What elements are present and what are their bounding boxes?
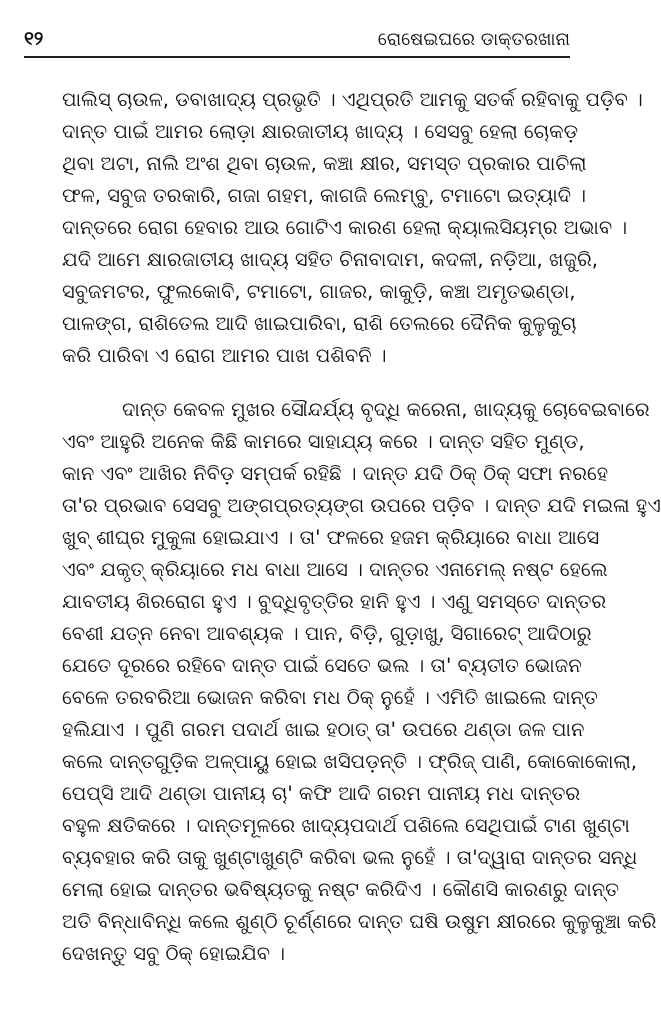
text-line: କାନ ଏବଂ ଆଖିର ନିବିଡ଼ ସମ୍ପର୍କ ରହିଛି । ଦାନ୍ତ ଯଦି ଠିକ୍ ଠିକ୍ ସଫା ନରହେ — [62, 462, 609, 485]
text-line: ଦାନ୍ତରେ ରୋଗ ହେବାର ଆଉ ଗୋଟିଏ କାରଣ ହେଲା କ୍ୟାଲସିୟମ୍‌ର ଅଭାବ । — [62, 216, 628, 239]
text-line: ଯଦି ଆମେ କ୍ଷାରଜାତୀୟ ଖାଦ୍ୟ ସହିତ ଚିନାବାଦାମ, କଦଳୀ, ନଡ଼ିଆ, ଖଜୁରି, — [62, 248, 598, 271]
text-line: ପାଲିସ୍ ଚାଉଳ, ଡବାଖାଦ୍ୟ ପ୍ରଭୃତି । ଏଥିପ୍ରତି ଆମକୁ ସତର୍କ ରହିବାକୁ ପଡ଼ିବ । — [62, 88, 643, 111]
text-line: ବ୍ୟବହାର କରି ତାକୁ ଖୁଣ୍ଟାଖୁଣ୍ଟି କରିବା ଭଲ ନୁହେଁ । ତା'ଦ୍ୱାରା ଦାନ୍ତର ସନ୍ଧି — [62, 846, 638, 869]
text-line: ଦାନ୍ତ କେବଳ ମୁଖର ସୌନ୍ଦର୍ଯ୍ୟ ବୃଦ୍ଧି କରେନା, ଖାଦ୍ୟକୁ ଚୋବେଇବାରେ — [122, 398, 650, 421]
text-line: କରି ପାରିବା ଏ ରୋଗ ଆମର ପାଖ ପଶିବନି । — [62, 344, 387, 367]
text-line: ପାଳଙ୍ଗ, ରାଶିତେଲ ଆଦି ଖାଇପାରିବା, ରାଶି ତେଲରେ ଦୈନିକ କୁଳୁକୁଚା — [62, 312, 577, 335]
paragraph — [62, 394, 661, 970]
paragraph — [62, 84, 643, 372]
body-text — [62, 84, 661, 970]
text-line: ବେଳେ ତରବରିଆ ଭୋଜନ କରିବା ମଧ ଠିକ୍ ନୁହେଁ । ଏମିତି ଖାଇଲେ ଦାନ୍ତ — [62, 686, 598, 709]
text-line: ସବୁଜମଟର, ଫୁଲକୋବି, ଟମାଟୋ, ଗାଜର, କାକୁଡ଼ି, କଞ୍ଚା ଅମୃତଭଣ୍ଡା, — [62, 280, 576, 303]
text-line: ଏବଂ ଯକୃତ୍ କ୍ରିୟାରେ ମଧ ବାଧା ଆସେ । ଦାନ୍ତର ଏନାମେଲ୍ ନଷ୍ଟ ହେଲେ — [62, 558, 608, 581]
text-line: ହଲିଯାଏ । ପୁଣି ଗରମ ପଦାର୍ଥ ଖାଇ ହଠାତ୍ ତା' ଉପରେ ଥଣ୍ଡା ଜଳ ପାନ — [62, 718, 585, 741]
text-line: ପେପ୍ସି ଆଦି ଥଣ୍ଡା ପାନୀୟ ଚା' କଫି ଆଦି ଗରମ ପାନୀୟ ମଧ ଦାନ୍ତର — [62, 782, 581, 805]
text-line: ଫଳ, ସବୁଜ ତରକାରି, ଗଜା ଗହମ, କାଗଜି ଲେମ୍ବୁ, ଟମାଟୋ ଇତ୍ୟାଦି । — [62, 184, 587, 207]
text-line: ଖୁବ୍ ଶୀଘ୍ର ମୁକୁଳା ହୋଇଯାଏ । ତା' ଫଳରେ ହଜମ କ୍ରିୟାରେ ବାଧା ଆସେ — [62, 526, 600, 549]
running-title: ରୋଷେଇଘରେ ଡାକ୍ତରଖାନା — [377, 29, 570, 50]
text-line: ଦେଖନ୍ତୁ ସବୁ ଠିକ୍ ହୋଇଯିବ । — [62, 942, 285, 965]
page-header — [24, 24, 570, 58]
text-line: ଥିବା ଅଟା, ନାଲି ଅଂଶ ଥିବା ଚାଉଳ, କଞ୍ଚା କ୍ଷୀର, ସମସ୍ତ ପ୍ରକାର ପାଚିଲା — [62, 152, 587, 175]
text-line: ଯେତେ ଦୂରରେ ରହିବେ ଦାନ୍ତ ପାଇଁ ସେତେ ଭଲ । ତା' ବ୍ୟତୀତ ଭୋଜନ — [62, 654, 582, 677]
text-line: ମେଲା ହୋଇ ଦାନ୍ତର ଭବିଷ୍ୟତକୁ ନଷ୍ଟ କରିଦିଏ । କୌଣସି କାରଣରୁ ଦାନ୍ତ — [62, 878, 620, 901]
text-line: ତା'ର ପ୍ରଭାବ ସେସବୁ ଅଙ୍ଗପ୍ରତ୍ୟଙ୍ଗ ଉପରେ ପଡ଼ିବ । ଦାନ୍ତ ଯଦି ମଇଳା ହୁଏ — [62, 494, 661, 517]
text-line: ବେଶୀ ଯତ୍ନ ନେବା ଆବଶ୍ୟକ । ପାନ, ବିଡ଼ି, ଗୁଡ଼ାଖୁ, ସିଗାରେଟ୍ ଆଦିଠାରୁ — [62, 622, 592, 645]
text-line: ଯାବତୀୟ ଶିରରୋଗ ହୁଏ । ବୁଦ୍ଧିବୃତ୍ତିର ହାନି ହୁଏ । ଏଣୁ ସମସ୍ତେ ଦାନ୍ତର — [62, 590, 607, 613]
paragraph-gap — [62, 372, 570, 394]
text-line: ବହୁଳ କ୍ଷତିକରେ । ଦାନ୍ତମୂଳରେ ଖାଦ୍ୟପଦାର୍ଥ ପଶିଲେ ସେଥିପାଇଁ ଟାଣ ଖୁଣ୍ଟା — [62, 814, 630, 837]
text-line: ଦାନ୍ତ ପାଇଁ ଆମର ଲୋଡ଼ା କ୍ଷାରଜାତୀୟ ଖାଦ୍ୟ । ସେସବୁ ହେଲା ଚୋକଡ଼ — [62, 120, 579, 143]
text-line: ଅତି ବିନ୍ଧାବିନ୍ଧି କଲେ ଶୁଣ୍ଠି ଚୂର୍ଣ୍ଣରେ ଦାନ୍ତ ଘଷି ଉଷୁମ କ୍ଷୀରରେ କୁଳୁକୁଞ୍ଚା କରି — [62, 910, 657, 933]
page-number: ୧୨ — [24, 28, 44, 50]
text-line: ଏବଂ ଆହୁରି ଅନେକ କିଛି କାମରେ ସାହାଯ୍ୟ କରେ । ଦାନ୍ତ ସହିତ ମୁଣ୍ଡ, — [62, 430, 585, 453]
text-line: କଲେ ଦାନ୍ତଗୁଡ଼ିକ ଅଳ୍ପାୟୁ ହୋଇ ଖସିପଡ଼ନ୍ତି । ଫ୍ରିଜ୍ ପାଣି, କୋକୋକୋଲା, — [62, 750, 637, 773]
